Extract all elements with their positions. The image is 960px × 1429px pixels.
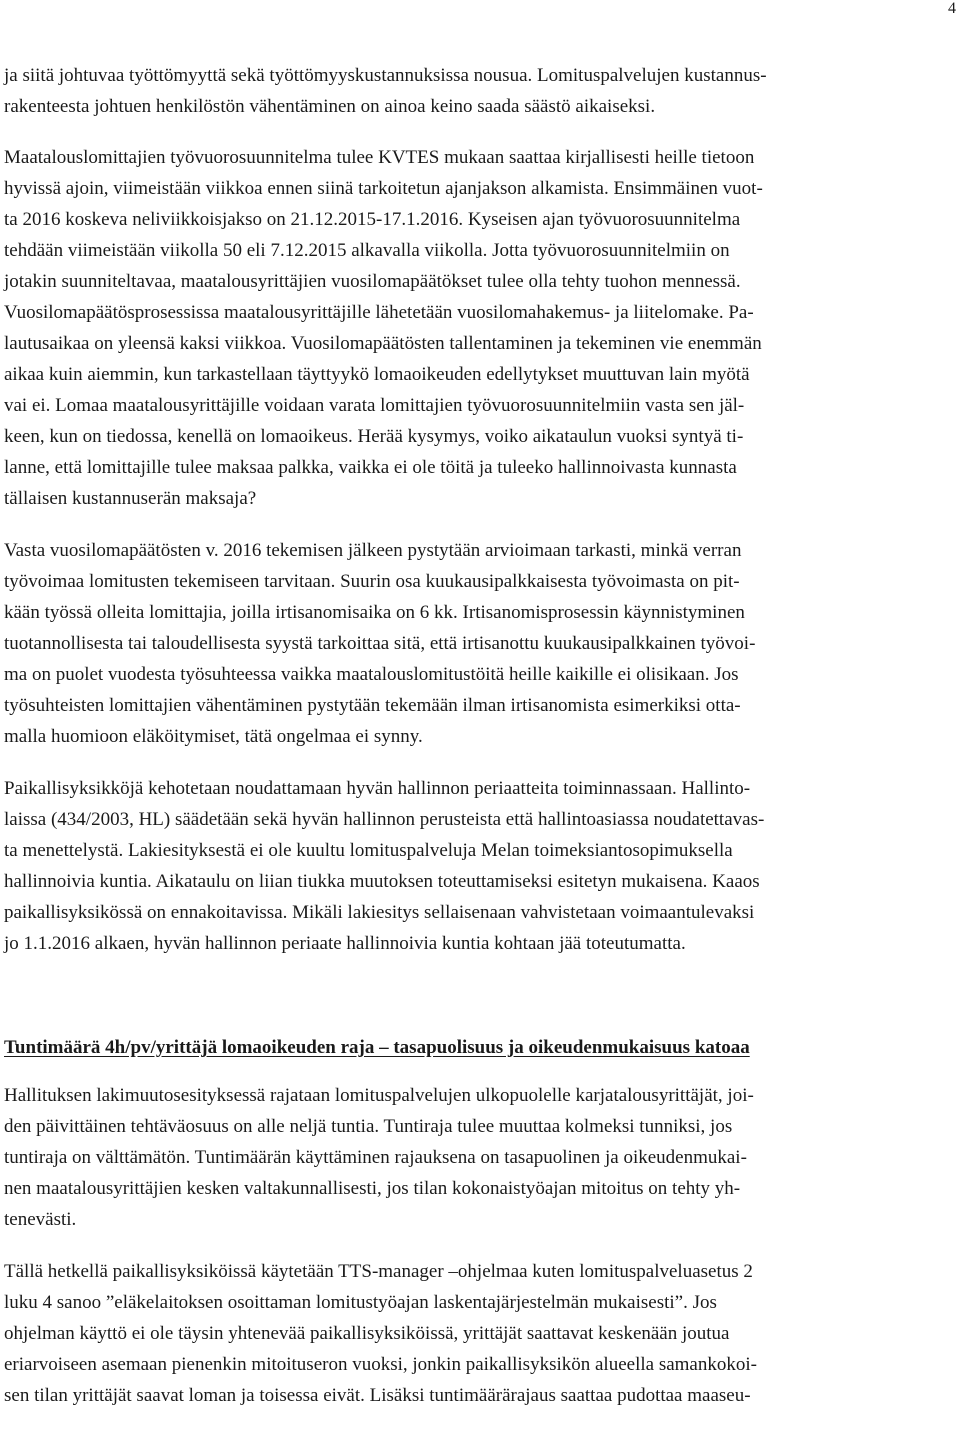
- text-line: Maatalouslomittajien työvuorosuunnitelma tulee KVTES mukaan saattaa kirjallisesti heille tietoon: [4, 147, 755, 168]
- text-line: tuntiraja on välttämätön. Tuntimäärän käyttäminen rajauksena on tasapuolinen ja oikeudenmukai-: [4, 1147, 747, 1168]
- text-line: Hallituksen lakimuutosesityksessä rajataan lomituspalvelujen ulkopuolelle karjatalousyrittäjät, joi-: [4, 1085, 754, 1106]
- text-line: malla huomioon eläköitymiset, tätä ongelmaa ei synny.: [4, 726, 423, 747]
- text-line: aikaa kuin aiemmin, kun tarkastellaan täyttyykö lomaoikeuden edellytykset muuttuvan lain myötä: [4, 364, 750, 385]
- paragraph-5: [4, 1080, 954, 1235]
- text-line: den päivittäinen tehtäväosuus on alle neljä tuntia. Tuntiraja tulee muuttaa kolmeksi tunniksi, jos: [4, 1116, 733, 1137]
- text-line: hallinnoivia kuntia. Aikataulu on liian tiukka muutoksen toteuttamiseksi esitetyn mukaisena. Kaaos: [4, 871, 760, 892]
- text-line: eriarvoiseen asemaan pienenkin mitoituseron vuoksi, jonkin paikallisyksikön alueella samankokoi-: [4, 1354, 757, 1375]
- text-line: luku 4 sanoo ”eläkelaitoksen osoittaman lomitustyöajan laskentajärjestelmän mukaisesti”. Jos: [4, 1292, 717, 1313]
- text-line: ta menettelystä. Lakiesityksestä ei ole kuultu lomituspalveluja Melan toimeksiantosopimuksella: [4, 840, 733, 861]
- paragraph-6: [4, 1256, 954, 1411]
- text-line: lautusaikaa on yleensä kaksi viikkoa. Vuosilomapäätösten tallentaminen ja tekeminen vie enemmän: [4, 333, 762, 354]
- text-line: tehdään viimeistään viikolla 50 eli 7.12.2015 alkavalla viikolla. Jotta työvuorosuunnitelmiin on: [4, 240, 730, 261]
- text-line: sen tilan yrittäjät saavat loman ja toisessa eivät. Lisäksi tuntimäärärajaus saattaa pudottaa maaseu-: [4, 1385, 751, 1406]
- document-body: [4, 60, 954, 1411]
- paragraph-3: [4, 535, 954, 752]
- text-line: jotakin suunniteltavaa, maatalousyrittäjien vuosilomapäätökset tulee olla tehty tuohon mennessä.: [4, 271, 741, 292]
- text-line: tuotannollisesta tai taloudellisesta syystä tarkoittaa sitä, että irtisanottu kuukausipalkkainen työvoi-: [4, 633, 756, 654]
- text-line: työvoimaa lomitusten tekemiseen tarvitaan. Suurin osa kuukausipalkkaisesta työvoimasta on pit-: [4, 571, 740, 592]
- paragraph-4: [4, 773, 954, 959]
- text-line: Vuosilomapäätösprosessissa maatalousyrittäjille lähetetään vuosilomahakemus- ja liitelomake. Pa-: [4, 302, 754, 323]
- paragraph-2: [4, 142, 954, 514]
- text-line: Tällä hetkellä paikallisyksiköissä käytetään TTS-manager –ohjelmaa kuten lomituspalveluasetus 2: [4, 1261, 753, 1282]
- text-line: keen, kun on tiedossa, kenellä on lomaoikeus. Herää kysymys, voiko aikataulun vuoksi syntyä ti-: [4, 426, 744, 447]
- text-line: nen maatalousyrittäjien kesken valtakunnallisesti, jos tilan kokonaistyöajan mitoitus on tehty yh-: [4, 1178, 741, 1199]
- text-line: tällaisen kustannuserän maksaja?: [4, 488, 257, 509]
- text-line: kään työssä olleita lomittajia, joilla irtisanomisaika on 6 kk. Irtisanomisprosessin käynnistyminen: [4, 602, 745, 623]
- text-line: hyvissä ajoin, viimeistään viikkoa ennen siinä tarkoitetun ajanjakson alkamista. Ensimmäinen vuot-: [4, 178, 763, 199]
- text-line: jo 1.1.2016 alkaen, hyvän hallinnon periaate hallinnoivia kuntia kohtaan jää toteutumatta.: [4, 933, 686, 954]
- text-line: ja siitä johtuvaa työttömyyttä sekä työttömyyskustannuksissa nousua. Lomituspalvelujen kustannus-: [4, 65, 767, 86]
- text-line: vai ei. Lomaa maatalousyrittäjille voidaan varata lomittajien työvuorosuunnitelmiin vasta sen jäl-: [4, 395, 745, 416]
- text-line: rakenteesta johtuen henkilöstön vähentäminen on ainoa keino saada säästö aikaiseksi.: [4, 96, 656, 117]
- text-line: lanne, että lomittajille tulee maksaa palkka, vaikka ei ole töitä ja tuleeko hallinnoivasta kunnasta: [4, 457, 737, 478]
- text-line: työsuhteisten lomittajien vähentäminen pystytään tekemään ilman irtisanomista esimerkiksi otta-: [4, 695, 741, 716]
- text-line: tenevästi.: [4, 1209, 77, 1230]
- text-line: ta 2016 koskeva neliviikkoisjakso on 21.12.2015-17.1.2016. Kyseisen ajan työvuorosuunnitelma: [4, 209, 741, 230]
- paragraph-1: [4, 60, 954, 122]
- text-line: Paikallisyksikköjä kehotetaan noudattamaan hyvän hallinnon periaatteita toiminnassaan. Hallinto-: [4, 778, 751, 799]
- text-line: paikallisyksikössä on ennakoitavissa. Mikäli lakiesitys sellaisenaan vahvistetaan voimaantulevaksi: [4, 902, 755, 923]
- section-heading: Tuntimäärä 4h/pv/yrittäjä lomaoikeuden raja – tasapuolisuus ja oikeudenmukaisuus katoaa: [4, 1037, 750, 1058]
- text-line: laissa (434/2003, HL) säädetään sekä hyvän hallinnon perusteista että hallintoasiassa noudatettavas-: [4, 809, 765, 830]
- page-number: 4: [948, 0, 956, 17]
- text-line: Vasta vuosilomapäätösten v. 2016 tekemisen jälkeen pystytään arvioimaan tarkasti, minkä verran: [4, 540, 742, 561]
- text-line: ohjelman käyttö ei ole täysin yhtenevää paikallisyksiköissä, yrittäjät saattavat keskenään joutua: [4, 1323, 730, 1344]
- text-line: ma on puolet vuodesta työsuhteessa vaikka maatalouslomitustöitä heille kaikille ei olisikaan. Jos: [4, 664, 739, 685]
